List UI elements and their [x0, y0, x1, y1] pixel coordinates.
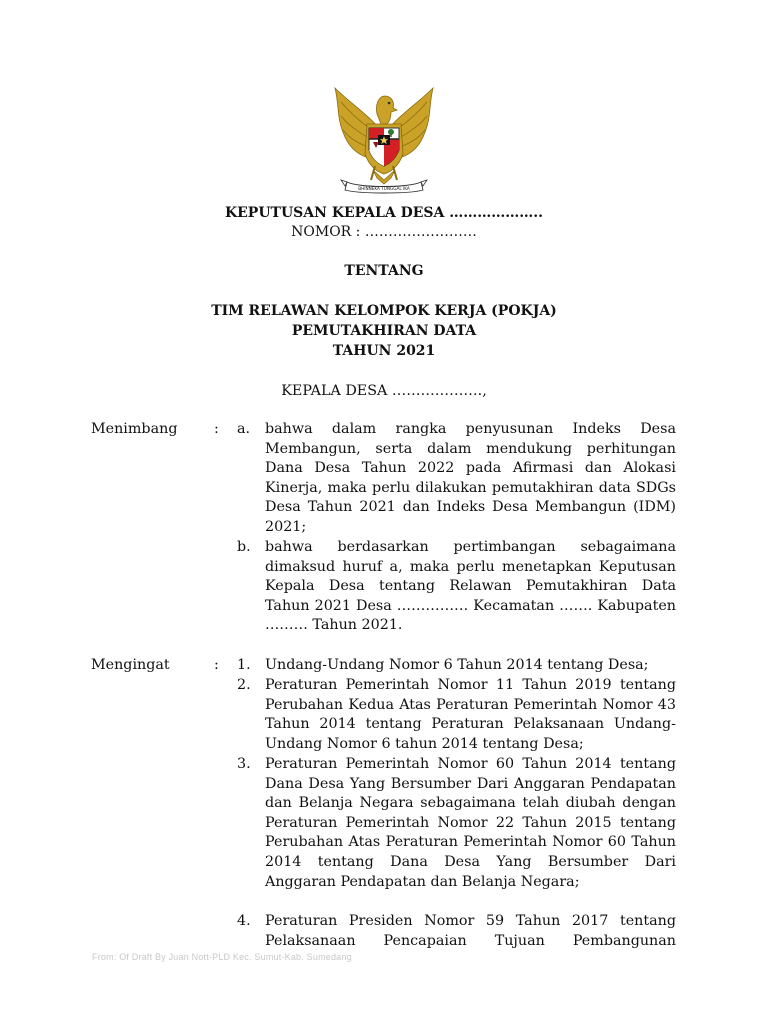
footer-source-note: From: Of Draft By Juan Nott-PLD Kec. Sumut-Kab. Sumedang	[92, 952, 352, 962]
mengingat-marker-4: 4.	[237, 913, 251, 929]
mengingat-marker-1: 1.	[237, 657, 251, 673]
mengingat-marker-2: 2.	[237, 677, 251, 693]
subject-line-3: TAHUN 2021	[332, 343, 436, 359]
tentang-heading: TENTANG	[344, 263, 424, 279]
decree-number: NOMOR : ……………………	[291, 224, 477, 240]
decree-title: KEPUTUSAN KEPALA DESA ………………..	[224, 205, 544, 221]
issuer-line: KEPALA DESA ……………….,	[281, 383, 487, 399]
mengingat-item-3: Peraturan Pemerintah Nomor 60 Tahun 2014 tentang Dana Desa Yang Bersumber Dari Anggaran Pendapatan dan Belanja Negara sebagaimana telah diubah dengan Peraturan Pemerintah Nomor 22 Tahun 2015 tentang Perubahan Atas Peraturan Pemerintah Nomor 60 Tahun 2014 tentang Dana Desa Yang Bersumber Dari Anggaran Pendapatan dan Belanja Negara;	[265, 756, 676, 890]
menimbang-marker-b: b.	[237, 539, 251, 555]
mengingat-label: Mengingat	[91, 657, 170, 673]
emblem-motto: BHINNEKA TUNGGAL IKA	[358, 186, 410, 191]
menimbang-label: Menimbang	[91, 421, 178, 437]
menimbang-item-a: bahwa dalam rangka penyusunan Indeks Desa Membangun, serta dalam mendukung perhitungan Dana Desa Tahun 2022 pada Afirmasi dan Alokasi Kinerja, maka perlu dilakukan pemutakhiran data SDGs Desa Tahun 2021 dan Indeks Desa Membangun (IDM) 2021;	[265, 421, 676, 535]
mengingat-item-1: Undang-Undang Nomor 6 Tahun 2014 tentang Desa;	[265, 657, 649, 673]
menimbang-colon: :	[214, 421, 219, 437]
mengingat-colon: :	[214, 657, 219, 673]
mengingat-marker-3: 3.	[237, 756, 251, 772]
subject-line-2: PEMUTAKHIRAN DATA	[291, 323, 477, 339]
subject-line-1: TIM RELAWAN KELOMPOK KERJA (POKJA)	[211, 303, 557, 319]
mengingat-item-4: Peraturan Presiden Nomor 59 Tahun 2017 tentang Pelaksanaan Pencapaian Tujuan Pembangunan	[265, 913, 676, 949]
garuda-emblem-icon	[329, 84, 439, 196]
menimbang-marker-a: a.	[237, 421, 251, 437]
mengingat-item-2: Peraturan Pemerintah Nomor 11 Tahun 2019 tentang Perubahan Kedua Atas Peraturan Pemerintah Nomor 43 Tahun 2014 tentang Peraturan Pelaksanaan Undang-Undang Nomor 6 tahun 2014 tentang Desa;	[265, 677, 676, 752]
menimbang-item-b: bahwa berdasarkan pertimbangan sebagaimana dimaksud huruf a, maka perlu menetapkan Keputusan Kepala Desa tentang Relawan Pemutakhiran Data Tahun 2021 Desa …………… Kecamatan ……. Kabupaten ……… Tahun 2021.	[265, 539, 676, 634]
